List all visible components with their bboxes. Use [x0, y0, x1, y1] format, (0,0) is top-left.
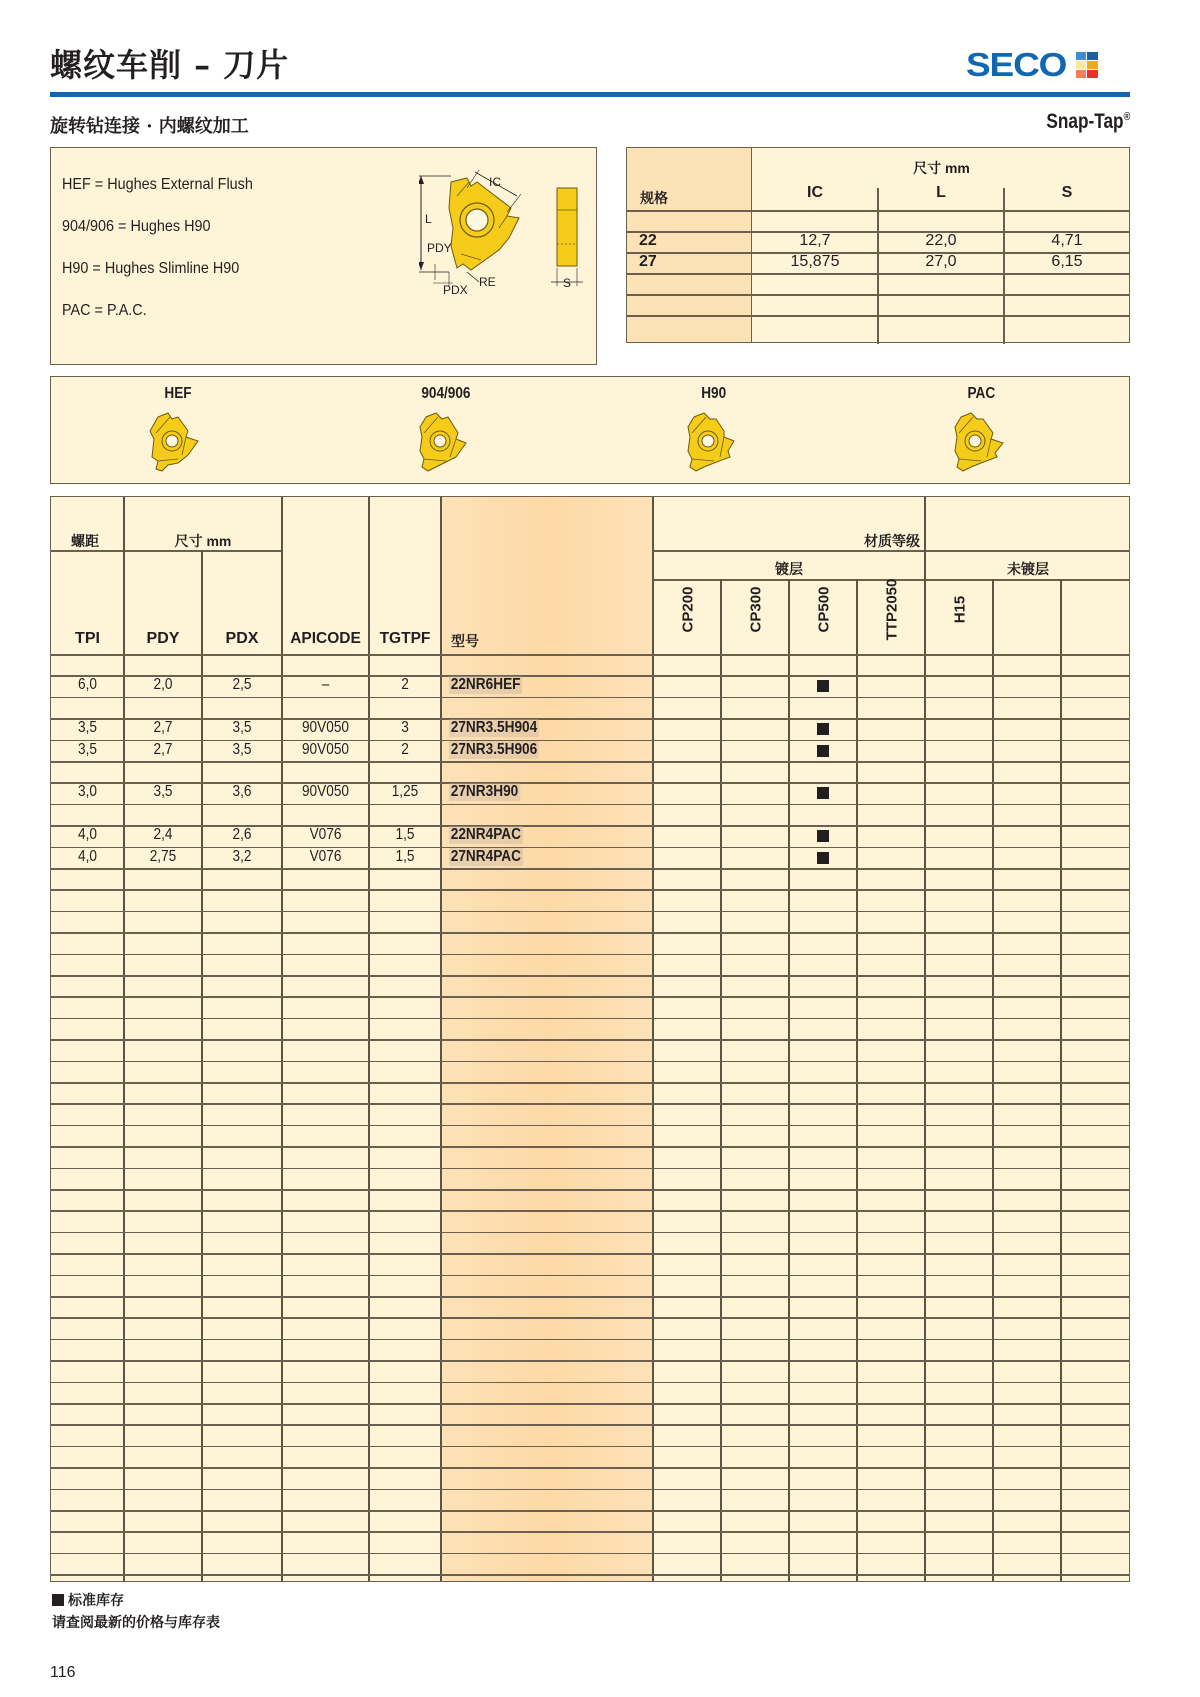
- insert-pac-icon: [951, 411, 1011, 473]
- row-divider: [51, 1489, 1130, 1491]
- row-divider: [51, 1082, 1130, 1084]
- registered-mark: ®: [1123, 111, 1130, 123]
- cell-pdx: 3,5: [232, 719, 252, 737]
- cell-pdx: 3,2: [232, 847, 252, 865]
- row-divider: [51, 975, 1130, 977]
- row-divider: [51, 1296, 1130, 1298]
- column-divider: [856, 579, 858, 1582]
- row-divider: [51, 1253, 1130, 1255]
- product-line-name: Snap-Tap: [1046, 110, 1124, 133]
- legend-904-906: 904/906 = Hughes H90: [62, 218, 211, 235]
- insert-type-label: 904/906: [421, 385, 471, 402]
- row-divider: [51, 1574, 1130, 1576]
- l-value: 22,0: [925, 232, 957, 249]
- cell-apicode: –: [321, 676, 330, 694]
- spec-header: 规格: [640, 191, 668, 207]
- row-divider: [51, 1168, 1130, 1170]
- row-divider: [627, 315, 1129, 317]
- row-divider: [51, 1467, 1130, 1469]
- section-subtitle: 旋转钻连接 · 内螺纹加工: [50, 116, 249, 137]
- stock-indicator-cp500: [817, 680, 829, 692]
- row-divider: [51, 1403, 1130, 1405]
- header-grade-cp300: CP300: [747, 586, 765, 633]
- ic-label: IC: [489, 175, 501, 189]
- header-dims: 尺寸 mm: [174, 533, 232, 549]
- row-divider: [51, 868, 1130, 870]
- cell-tgtpf: 1,25: [391, 783, 419, 801]
- row-divider: [51, 1553, 1130, 1555]
- row-divider: [51, 1382, 1130, 1384]
- cell-tgtpf: 2: [401, 676, 409, 694]
- legend-hef: HEF = Hughes External Flush: [62, 176, 253, 193]
- row-divider: [627, 294, 1129, 296]
- cell-apicode: V076: [309, 826, 342, 844]
- cell-tgtpf: 3: [401, 719, 409, 737]
- stock-legend: [52, 1590, 124, 1610]
- inserts-table: [50, 496, 1130, 1582]
- row-divider: [51, 761, 1130, 763]
- stock-indicator-cp500: [817, 787, 829, 799]
- insert-type-label: H90: [701, 385, 727, 402]
- header-grade-ttp2050: TTP2050: [883, 578, 901, 641]
- cell-tgtpf: 1,5: [395, 826, 415, 844]
- column-divider: [201, 550, 203, 1582]
- header-grade-cp500: CP500: [815, 586, 833, 633]
- cell-pdy: 2,75: [149, 847, 177, 865]
- page-title: 螺纹车削 – 刀片: [50, 46, 290, 84]
- svg-text:PDX: PDX: [443, 283, 468, 297]
- row-divider: [51, 1210, 1130, 1212]
- svg-text:RE: RE: [479, 275, 496, 289]
- column-divider: [992, 579, 994, 1582]
- row-divider: [51, 804, 1130, 806]
- col-header-l: L: [936, 184, 946, 201]
- insert-types-strip: [50, 376, 1130, 484]
- cell-pdx: 2,6: [232, 826, 252, 844]
- s-value: 6,15: [1051, 253, 1083, 270]
- row-divider: [51, 1275, 1130, 1277]
- row-divider: [51, 1039, 1130, 1041]
- cell-apicode: V076: [309, 847, 342, 865]
- spec-value: 22: [639, 232, 657, 249]
- seco-logo: [966, 48, 1098, 81]
- cell-pdx: 3,5: [232, 740, 252, 758]
- dim-group-header: 尺寸 mm: [913, 160, 970, 176]
- insert-dimension-diagram: [419, 168, 589, 298]
- ic-value: 12,7: [799, 232, 831, 249]
- header-apicode: APICODE: [290, 630, 361, 647]
- header-uncoated: 未镀层: [1007, 562, 1049, 578]
- cell-pdy: 2,0: [153, 676, 173, 694]
- header-tpi: TPI: [75, 630, 100, 647]
- row-divider: [51, 1339, 1130, 1341]
- cell-pdx: 2,5: [232, 676, 252, 694]
- row-divider: [51, 1360, 1130, 1362]
- cell-apicode: 90V050: [301, 719, 350, 737]
- row-divider: [51, 1424, 1130, 1426]
- svg-text:S: S: [563, 276, 572, 290]
- cell-model: 27NR3H90: [450, 783, 519, 801]
- l-value: 27,0: [925, 253, 957, 270]
- row-divider: [51, 911, 1130, 913]
- page-number: 116: [50, 1664, 76, 1681]
- row-divider: [51, 1232, 1130, 1234]
- svg-text:PDY: PDY: [427, 241, 452, 255]
- insert-type-h90: [654, 385, 774, 473]
- insert-type-904-906: [386, 385, 506, 473]
- cell-pdx: 3,6: [232, 783, 252, 801]
- ic-value: 15,875: [790, 253, 840, 270]
- cell-tgtpf: 2: [401, 740, 409, 758]
- insert-type-label: PAC: [967, 385, 995, 402]
- insert-h90-icon: [684, 411, 744, 473]
- stock-indicator-cp500: [817, 852, 829, 864]
- cell-model: 22NR4PAC: [450, 826, 522, 844]
- header-grades: 材质等级: [864, 534, 920, 550]
- insert-type-label: HEF: [164, 385, 192, 402]
- row-divider: [51, 1146, 1130, 1148]
- product-line: [1046, 110, 1130, 134]
- cell-pdy: 2,7: [153, 740, 173, 758]
- header-divider: [50, 92, 1130, 97]
- cell-pdy: 2,4: [153, 826, 173, 844]
- cell-apicode: 90V050: [301, 783, 350, 801]
- header-pdy: PDY: [146, 630, 180, 647]
- row-divider: [51, 654, 1130, 656]
- row-divider: [51, 889, 1130, 891]
- cell-model: 22NR6HEF: [450, 676, 521, 694]
- legend-box: [50, 147, 597, 365]
- row-divider: [51, 1061, 1130, 1063]
- price-note: 请查阅最新的价格与库存表: [52, 1615, 220, 1631]
- row-divider: [51, 1018, 1130, 1020]
- cell-pdy: 3,5: [153, 783, 173, 801]
- column-divider: [720, 579, 722, 1582]
- header-grade-cp200: CP200: [679, 586, 697, 633]
- header-pitch: 螺距: [71, 534, 99, 550]
- cell-apicode: 90V050: [301, 740, 350, 758]
- cell-tpi: 3,5: [78, 740, 97, 758]
- insert-904-906-icon: [416, 411, 476, 473]
- row-divider: [627, 210, 1129, 212]
- col-header-ic: IC: [807, 184, 823, 201]
- row-divider: [51, 996, 1130, 998]
- insert-type-pac: [921, 385, 1041, 473]
- row-divider: [51, 1531, 1130, 1533]
- insert-dimension-drawing-icon: [419, 168, 589, 298]
- row-divider: [627, 273, 1129, 275]
- stock-indicator-cp500: [817, 830, 829, 842]
- row-divider: [51, 1125, 1130, 1127]
- row-divider: [51, 954, 1130, 956]
- cell-tpi: 4,0: [78, 826, 97, 844]
- row-divider: [51, 1103, 1130, 1105]
- insert-type-hef: [118, 385, 238, 473]
- cell-tpi: 3,0: [78, 783, 97, 801]
- legend-pac: PAC = P.A.C.: [62, 302, 147, 319]
- svg-text:L: L: [425, 212, 432, 226]
- col-header-s: S: [1061, 184, 1073, 201]
- row-divider: [51, 1446, 1130, 1448]
- header-grade-h15: H15: [951, 595, 969, 624]
- row-divider: [51, 1317, 1130, 1319]
- cell-tpi: 4,0: [78, 847, 97, 865]
- cell-model: 27NR4PAC: [450, 847, 522, 865]
- row-divider: [51, 697, 1130, 699]
- stock-square-icon: [52, 1594, 64, 1606]
- spec-value: 27: [639, 253, 657, 270]
- header-tgtpf: TGTPF: [379, 630, 431, 647]
- cell-model: 27NR3.5H906: [450, 740, 538, 758]
- cell-tpi: 3,5: [78, 719, 97, 737]
- row-divider: [51, 932, 1130, 934]
- header-model: 型号: [451, 634, 479, 650]
- stock-indicator-cp500: [817, 723, 829, 735]
- insert-hef-icon: [148, 411, 208, 473]
- legend-h90: H90 = Hughes Slimline H90: [62, 260, 240, 277]
- column-divider: [788, 579, 790, 1582]
- cell-model: 27NR3.5H904: [450, 719, 538, 737]
- s-value: 4,71: [1051, 232, 1083, 249]
- brand-name: SECO: [966, 46, 1067, 83]
- row-divider: [51, 1189, 1130, 1191]
- cell-pdy: 2,7: [153, 719, 173, 737]
- header-coated: 镀层: [775, 562, 803, 578]
- dimensions-table: [626, 147, 1130, 343]
- stock-legend-label: 标准库存: [68, 1593, 124, 1609]
- cell-tpi: 6,0: [78, 676, 97, 694]
- header-pdx: PDX: [225, 630, 259, 647]
- column-divider: [1060, 579, 1062, 1582]
- cell-tgtpf: 1,5: [395, 847, 415, 865]
- stock-indicator-cp500: [817, 745, 829, 757]
- row-divider: [51, 1510, 1130, 1512]
- logo-mark-icon: [1076, 52, 1098, 78]
